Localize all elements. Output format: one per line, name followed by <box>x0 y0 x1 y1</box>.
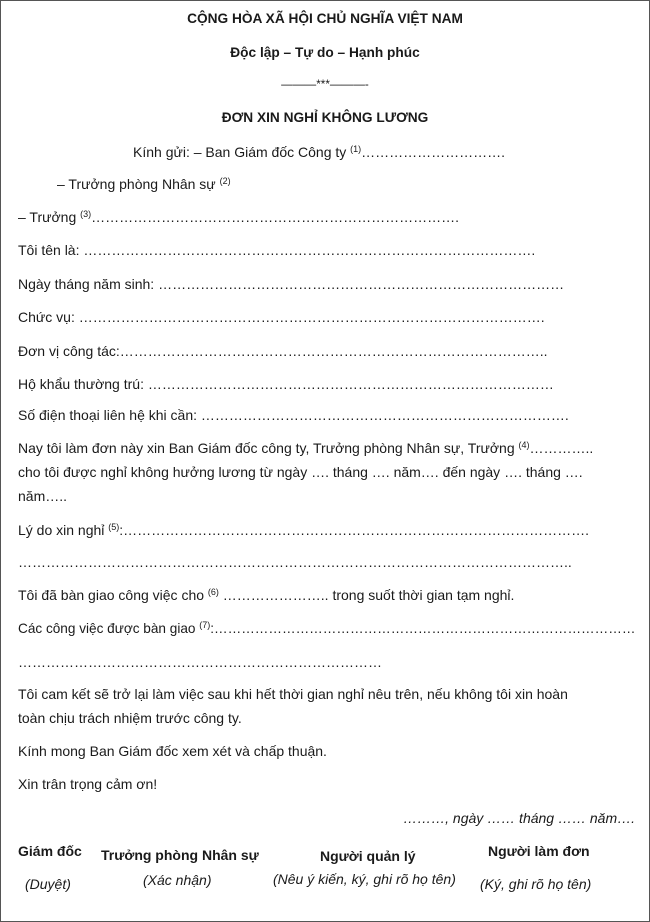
footnote-6: (6) <box>207 587 219 597</box>
nation-heading: CỘNG HÒA XÃ HỘI CHỦ NGHĨA VIỆT NAM <box>187 11 463 26</box>
recipient-line-company <box>133 143 505 161</box>
recipient-company-text: Kính gửi: – Ban Giám đốc Công ty <box>133 144 351 160</box>
handover-rest: ………………….. trong suốt thời gian tạm nghỉ. <box>218 587 515 603</box>
handover-text: Tôi đã bàn giao công việc cho <box>18 587 208 603</box>
date-line: ………, ngày …… tháng …… năm…. <box>403 810 635 826</box>
request-line-2: cho tôi được nghỉ không hưởng lương từ ngày …. tháng …. năm…. đến ngày …. tháng …. <box>18 464 583 480</box>
motto: Độc lập – Tự do – Hạnh phúc <box>230 45 420 60</box>
signature-title-hr: Trưởng phòng Nhân sự <box>101 847 259 863</box>
recipient-company-fill: …………………………. <box>361 144 506 160</box>
signature-note-applicant: (Ký, ghi rõ họ tên) <box>480 876 592 892</box>
signature-note-director: (Duyệt) <box>25 876 71 892</box>
request-line-1 <box>18 439 593 457</box>
footnote-1: (1) <box>350 144 362 154</box>
signature-title-director: Giám đốc <box>18 843 82 859</box>
footnote-2: (2) <box>219 176 231 186</box>
reason-label: Lý do xin nghỉ <box>18 522 109 538</box>
signature-note-hr: (Xác nhận) <box>143 872 212 888</box>
footnote-7: (7) <box>199 620 211 630</box>
field-position: Chức vụ: ………………………………………………………………………………………. <box>18 309 545 325</box>
reason-line-2: ……………………………………………………………………………………………………….. <box>18 554 572 570</box>
form-title: ĐƠN XIN NGHỈ KHÔNG LƯƠNG <box>221 110 429 125</box>
footnote-3: (3) <box>80 209 92 219</box>
reason-line-1 <box>18 521 589 539</box>
closing-thanks: Xin trân trọng cảm ơn! <box>18 776 158 792</box>
reason-fill: :………………………………………………………………………………………. <box>119 522 590 538</box>
signature-title-applicant: Người làm đơn <box>488 843 590 859</box>
field-residence: Hộ khẩu thường trú: …………………………………………………………………………… <box>18 376 554 392</box>
closing-request: Kính mong Ban Giám đốc xem xét và chấp thuận. <box>18 743 327 759</box>
footnote-4: (4) <box>518 440 530 450</box>
tasks-label: Các công việc được bàn giao <box>18 621 200 636</box>
field-name: Tôi tên là: ……………………………………………………………………………………. <box>18 242 536 258</box>
signature-note-manager: (Nêu ý kiến, ký, ghi rõ họ tên) <box>273 871 456 887</box>
signature-title-manager: Người quản lý <box>320 848 416 864</box>
footnote-5: (5) <box>108 522 120 532</box>
header-divider: ———***———- <box>281 78 369 91</box>
request-text: Nay tôi làm đơn này xin Ban Giám đốc công ty, Trưởng phòng Nhân sự, Trưởng <box>18 440 519 456</box>
recipient-head-fill: ……………………………………………………………………. <box>91 209 460 225</box>
request-fill: ………….. <box>529 440 594 456</box>
field-phone: Số điện thoại liên hệ khi cần: ……………………………………………………………………. <box>18 407 569 423</box>
tasks-fill: :………………………………………………………………………………… <box>210 621 636 636</box>
recipient-head-text: – Trưởng <box>18 209 81 225</box>
recipient-line-head <box>18 208 459 226</box>
field-unit: Đơn vị công tác:……………………………………………………………………………….. <box>18 343 548 359</box>
commitment-line-1: Tôi cam kết sẽ trở lại làm việc sau khi hết thời gian nghỉ nêu trên, nếu không tôi xin hoàn <box>18 686 568 702</box>
commitment-line-2: toàn chịu trách nhiệm trước công ty. <box>18 710 242 726</box>
field-dob: Ngày tháng năm sinh: …………………………………………………………………………… <box>18 276 565 292</box>
tasks-line-2: …………………………………………………………………… <box>18 654 382 670</box>
recipient-hr-text: – Trưởng phòng Nhân sự <box>57 176 220 192</box>
request-line-3: năm….. <box>18 488 68 504</box>
handover-line <box>18 586 514 604</box>
tasks-line-1 <box>18 620 635 638</box>
recipient-line-hr <box>57 175 231 193</box>
